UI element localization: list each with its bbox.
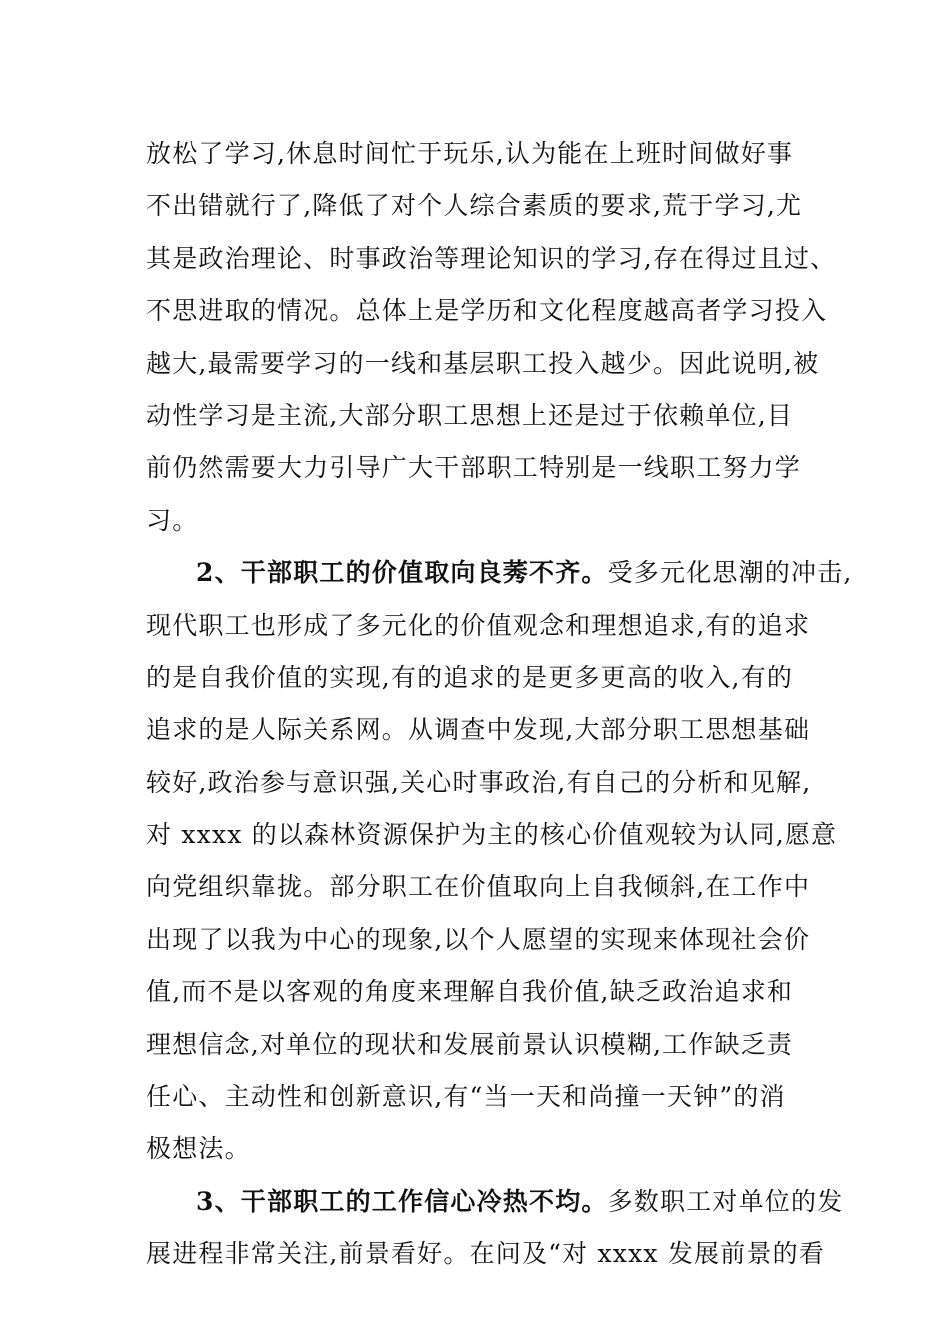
text-line: 越大,最需要学习的一线和基层职工投入越少。因此说明,被 (146, 348, 820, 378)
text-line: 不思进取的情况。总体上是学历和文化程度越高者学习投入 (146, 296, 828, 326)
text-line: 对 xxxx 的以森林资源保护为主的核心价值观较为认同,愿意 (146, 820, 838, 850)
section-heading-2: 2、干部职工的价值取向良莠不齐。 (196, 558, 608, 588)
text-line: 前仍然需要大力引导广大干部职工特别是一线职工努力学 (146, 453, 802, 483)
paragraph-study-continued (146, 128, 837, 547)
text-line: 展进程非常关注,前景看好。在问及“对 xxxx 发展前景的看 (146, 1239, 826, 1269)
paragraph-first-line (146, 1176, 844, 1228)
text-line: 追求的是人际关系网。从调查中发现,大部分职工思想基础 (146, 715, 811, 745)
text-line: 出现了以我为中心的现象,以个人愿望的实现来体现社会价 (146, 924, 811, 954)
text-line: 放松了学习,休息时间忙于玩乐,认为能在上班时间做好事 (146, 139, 794, 168)
text-line: 理想信念,对单位的现状和发展前景认识模糊,工作缺乏责 (146, 1029, 794, 1059)
section-heading-3: 3、干部职工的工作信心冷热不均。 (196, 1186, 608, 1216)
text-line: 其是政治理论、时事政治等理论知识的学习,存在得过且过、 (146, 243, 837, 273)
text-line: 的是自我价值的实现,有的追求的是更多更高的收入,有的 (146, 662, 794, 692)
text-line: 动性学习是主流,大部分职工思想上还是过于依赖单位,目 (146, 400, 794, 430)
text-line: 值,而不是以客观的角度来理解自我价值,缺乏政治追求和 (146, 977, 794, 1007)
text-run: 多数职工对单位的发 (607, 1186, 844, 1216)
paragraph-value-orientation (146, 547, 853, 1176)
document-body (146, 128, 853, 1281)
text-line: 任心、主动性和创新意识,有“当一天和尚撞一天钟”的消 (146, 1082, 786, 1112)
text-run: 受多元化思潮的冲击, (607, 558, 853, 588)
text-line: 向党组织靠拢。部分职工在价值取向上自我倾斜,在工作中 (146, 872, 811, 902)
text-line: 习。 (146, 505, 199, 535)
text-line: 现代职工也形成了多元化的价值观念和理想追求,有的追求 (146, 610, 811, 640)
text-line: 极想法。 (146, 1134, 251, 1164)
paragraph-work-confidence (146, 1176, 844, 1281)
text-line: 不出错就行了,降低了对个人综合素质的要求,荒于学习,尤 (146, 191, 803, 221)
text-line: 较好,政治参与意识强,关心时事政治,有自己的分析和见解, (146, 767, 812, 797)
paragraph-first-line (146, 547, 853, 599)
